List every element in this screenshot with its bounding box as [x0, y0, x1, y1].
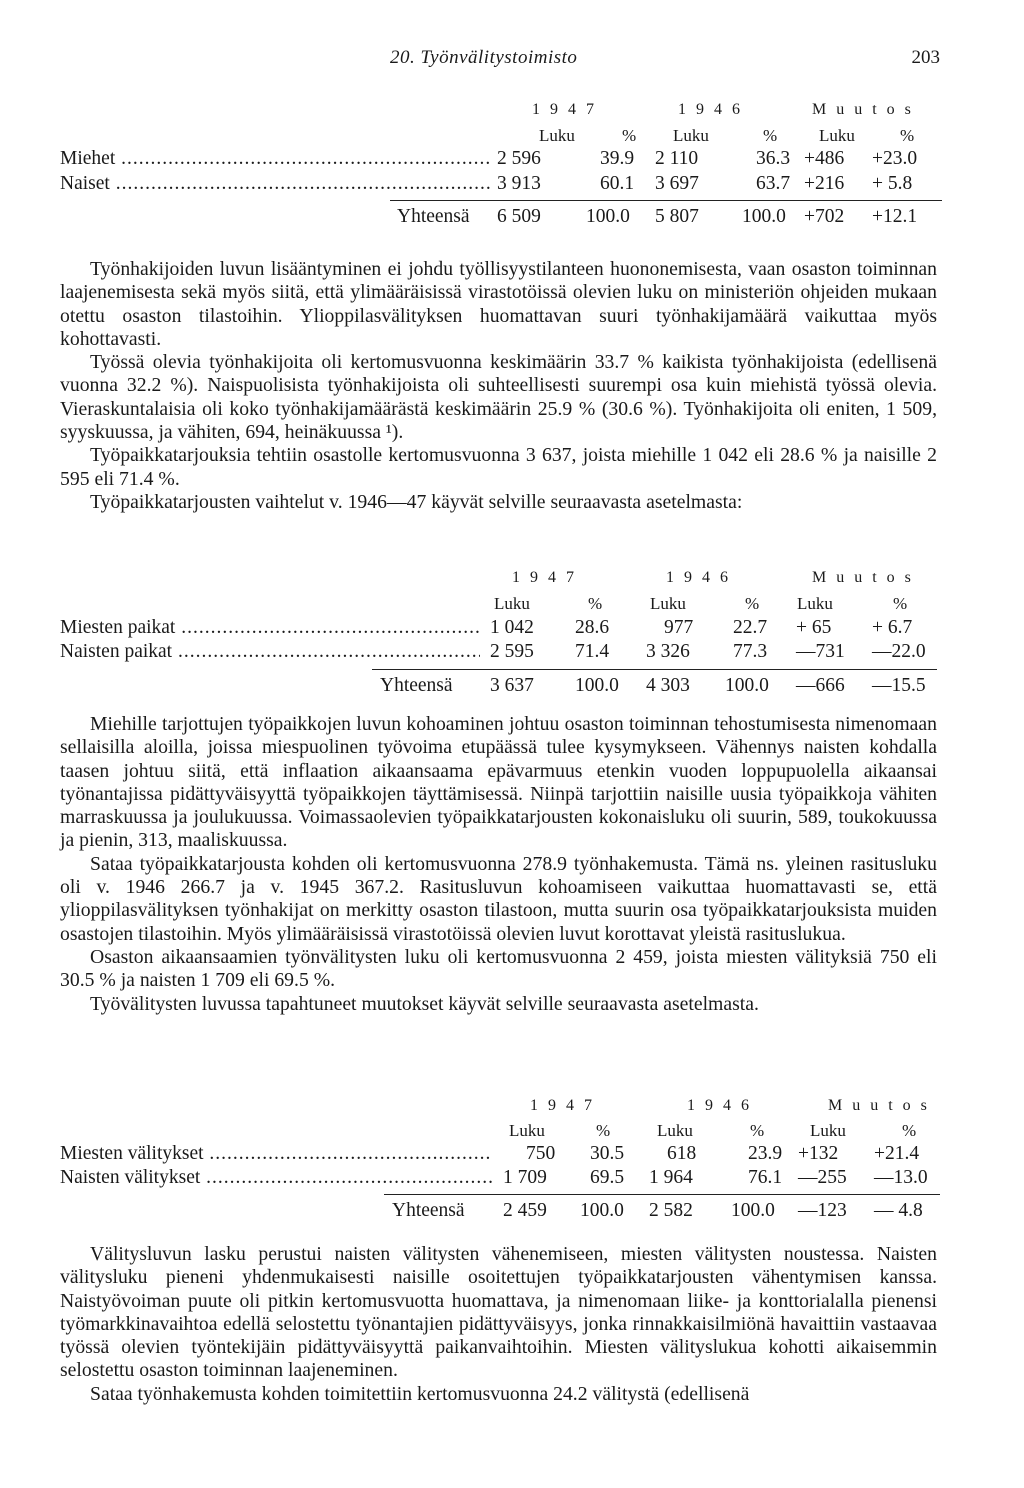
paragraph: Välitysluvun lasku perustui naisten välitysten vähenemiseen, miesten välitysten noustessa. Naisten välitysluku pieneni yhdenmukaisesti naisille osoitettujen työpaikkatarjousten vähentymisen kanssa. Naistyövoiman puute oli pitkin kertomusvuotta huomattava, ja nimenomaan liike- ja konttorialalla pienensi työmarkkinavaihtoa edellä selostettu työnantajien pidättyväisyys, jonka rinnakkaisilmiönä havaittiin vastaavaa työssä olevien työntekijäin pidättyväisyyttä paikanvaihtoihin. Miesten välityslukua kohotti aikaisemmin selostettu osaston toiminnan laajeneminen.: [60, 1243, 937, 1382]
table-cell: —666: [796, 675, 845, 696]
table-cell: 100.0: [742, 206, 786, 227]
table-cell: +23.0: [872, 148, 918, 169]
table-cell: + 5.8: [872, 173, 913, 194]
paragraph: Työnhakijoiden luvun lisääntyminen ei johdu työllisyystilanteen huononemisesta, vaan osaston toiminnan laajenemisesta sekä myös siitä, että ylimääräisissä virastotöissä olevien luku on ministeriön ohjeiden mukaan otettu osaston tilastoihin. Ylioppilasvälityksen huomattavan suuri työnhakijamäärä vaikuttaa myös kohottavasti.: [60, 258, 937, 350]
column-header: %: [902, 1121, 917, 1140]
table-cell: +702: [804, 206, 845, 227]
total-label: Yhteensä: [397, 206, 470, 227]
table-cell: 1 964: [649, 1167, 693, 1188]
table-cell: 618: [667, 1143, 697, 1164]
paragraph: Työpaikkatarjousten vaihtelut v. 1946—47 käyvät selville seuraavasta asetelmasta:: [90, 490, 743, 513]
column-header: Luku: [819, 126, 855, 145]
table-cell: 30.5: [590, 1143, 625, 1164]
row-label: Miesten paikat .....: [60, 616, 480, 640]
column-header: %: [763, 126, 778, 145]
table-cell: 76.1: [748, 1167, 783, 1188]
table-cell: 60.1: [600, 173, 635, 194]
table-cell: 3 326: [646, 641, 690, 662]
paragraph: Työpaikkatarjouksia tehtiin osastolle kertomusvuonna 3 637, joista miehille 1 042 eli 28.6 % ja naisille 2 595 eli 71.4 %.: [60, 444, 937, 490]
table-cell: 39.9: [600, 148, 635, 169]
paragraph: Työvälitysten luvussa tapahtuneet muutokset käyvät selville seuraavasta asetelmasta.: [90, 992, 759, 1015]
column-group-1946: 1 9 4 6: [666, 569, 731, 586]
column-group-change: M u u t o s: [828, 1097, 930, 1114]
table-cell: 750: [526, 1143, 556, 1164]
column-header: %: [588, 594, 603, 613]
column-group-1947: 1 9 4 7: [512, 569, 577, 586]
row-label: Naisten välitykset .....: [60, 1166, 492, 1190]
running-title: 20. Työnvälitystoimisto: [390, 47, 578, 68]
table-rule: [390, 200, 942, 201]
table-cell: + 65: [796, 617, 832, 638]
table-cell: —22.0: [872, 641, 926, 662]
table-cell: 4 303: [646, 675, 690, 696]
column-group-1946: 1 9 4 6: [687, 1097, 752, 1114]
table-cell: 2 459: [503, 1200, 547, 1221]
table-cell: 23.9: [748, 1143, 783, 1164]
table-cell: —13.0: [874, 1167, 928, 1188]
total-label: Yhteensä: [392, 1200, 465, 1221]
table-cell: 36.3: [756, 148, 791, 169]
row-label: Miehet .....: [60, 147, 490, 171]
table-cell: —15.5: [872, 675, 926, 696]
table-cell: 977: [664, 617, 694, 638]
column-header: %: [622, 126, 637, 145]
table-cell: —255: [798, 1167, 847, 1188]
table-cell: 2 596: [497, 148, 541, 169]
paragraph: Miehille tarjottujen työpaikkojen luvun kohoaminen johtuu osaston toiminnan tehostumisesta nimenomaan sellaisilla aloilla, joissa miespuolinen työvoima etupäässä tulee kysymykseen. Vähennys naisten kohdalla taasen johtuu siitä, että inflaation aikaansaama epävarmuus etenkin vuoden loppupuolella aikaansai työnantajissa pidättyväisyyttä työpaikkojen täyttämisessä. Niinpä tarjottiin naisille uusia työpaikkoja vähiten marraskuussa ja joulukuussa. Voimassaolevien työpaikkatarjousten kokonaisluku oli suurin, 589, toukokuussa ja pienin, 313, maaliskuussa.: [60, 713, 937, 852]
table-cell: 100.0: [575, 675, 619, 696]
column-header: %: [893, 594, 908, 613]
text-block-3: [60, 1243, 937, 1406]
table-cell: 28.6: [575, 617, 610, 638]
table-cell: 6 509: [497, 206, 541, 227]
table-cell: 69.5: [590, 1167, 625, 1188]
column-group-change: M u u t o s: [812, 101, 914, 118]
total-label: Yhteensä: [380, 675, 453, 696]
column-group-1947: 1 9 4 7: [532, 101, 597, 118]
table-cell: +486: [804, 148, 845, 169]
column-header: Luku: [673, 126, 709, 145]
table-cell: 3 637: [490, 675, 534, 696]
paragraph: Osaston aikaansaamien työnvälitysten luku oli kertomusvuonna 2 459, joista miesten välityksiä 750 eli 30.5 % ja naisten 1 709 eli 69.5 %.: [60, 945, 937, 992]
paragraph: Työssä olevia työnhakijoita oli kertomusvuonna keskimäärin 33.7 % kaikista työnhakijoista (edellisenä vuonna 32.2 %). Naispuolisista työnhakijoista oli suhteellisesti suurempi osa kuin miehistä työssä olevia. Vieraskuntalaisia oli koko työnhakijamäärästä keskimäärin 25.9 % (30.6 %). Työnhakijoita oli eniten, 1 509, syyskuussa, ja vähiten, 694, heinäkuussa ¹).: [60, 351, 937, 444]
column-header: Luku: [797, 594, 833, 613]
row-label: Naiset .....: [60, 172, 490, 196]
table-cell: +132: [798, 1143, 839, 1164]
paragraph: Sataa työpaikkatarjousta kohden oli kertomusvuonna 278.9 työnhakemusta. Tämä ns. yleinen rasitusluku oli v. 1946 266.7 ja v. 1945 367.2. Rasitusluvun kohoamiseen vaikuttaa huomattavasti se, että ylioppilasvälityksen työnhakijat on merkitty osaston tilastoon, mutta suurin osa työpaikkatarjouksista muiden osastojen tilastoihin. Myös ylimääräisissä virastotöissä olevien luvut korottavat yleistä rasituslukua.: [60, 852, 937, 945]
table-cell: 2 110: [655, 148, 699, 169]
column-header: %: [750, 1121, 765, 1140]
table-cell: 1 709: [503, 1167, 547, 1188]
table-cell: 63.7: [756, 173, 791, 194]
table-cell: +21.4: [874, 1143, 920, 1164]
column-group-change: M u u t o s: [812, 569, 914, 586]
column-header: Luku: [810, 1121, 846, 1140]
column-group-1946: 1 9 4 6: [678, 101, 743, 118]
running-head: [60, 47, 940, 73]
column-header: Luku: [509, 1121, 545, 1140]
column-header: %: [900, 126, 915, 145]
row-label: Naisten paikat .....: [60, 640, 480, 664]
table-cell: 71.4: [575, 641, 610, 662]
row-label: Miesten välitykset .....: [60, 1142, 492, 1166]
text-block-1: [60, 258, 937, 514]
table-cell: — 4.8: [874, 1200, 923, 1221]
paragraph: Sataa työnhakemusta kohden toimitettiin kertomusvuonna 24.2 välitystä (edellisenä: [90, 1382, 750, 1405]
column-header: Luku: [650, 594, 686, 613]
table-cell: 3 913: [497, 173, 541, 194]
page-number: 203: [911, 47, 940, 68]
table-cell: 3 697: [655, 173, 699, 194]
table-cell: 100.0: [580, 1200, 624, 1221]
table-rule: [384, 1194, 940, 1195]
column-header: %: [596, 1121, 611, 1140]
table-cell: 1 042: [490, 617, 534, 638]
table-cell: 2 582: [649, 1200, 693, 1221]
table-cell: 77.3: [733, 641, 768, 662]
table-cell: 100.0: [586, 206, 630, 227]
table-cell: 2 595: [490, 641, 534, 662]
table-cell: +12.1: [872, 206, 918, 227]
column-header: Luku: [494, 594, 530, 613]
table-cell: —731: [796, 641, 845, 662]
text-block-2: [60, 713, 937, 1016]
table-cell: 100.0: [731, 1200, 775, 1221]
table-rule: [372, 669, 937, 670]
column-header: Luku: [657, 1121, 693, 1140]
column-group-1947: 1 9 4 7: [530, 1097, 595, 1114]
table-cell: 100.0: [725, 675, 769, 696]
table-cell: +216: [804, 173, 845, 194]
table-cell: 22.7: [733, 617, 768, 638]
table-cell: + 6.7: [872, 617, 913, 638]
table-cell: —123: [798, 1200, 847, 1221]
column-header: Luku: [539, 126, 575, 145]
table-cell: 5 807: [655, 206, 699, 227]
column-header: %: [745, 594, 760, 613]
